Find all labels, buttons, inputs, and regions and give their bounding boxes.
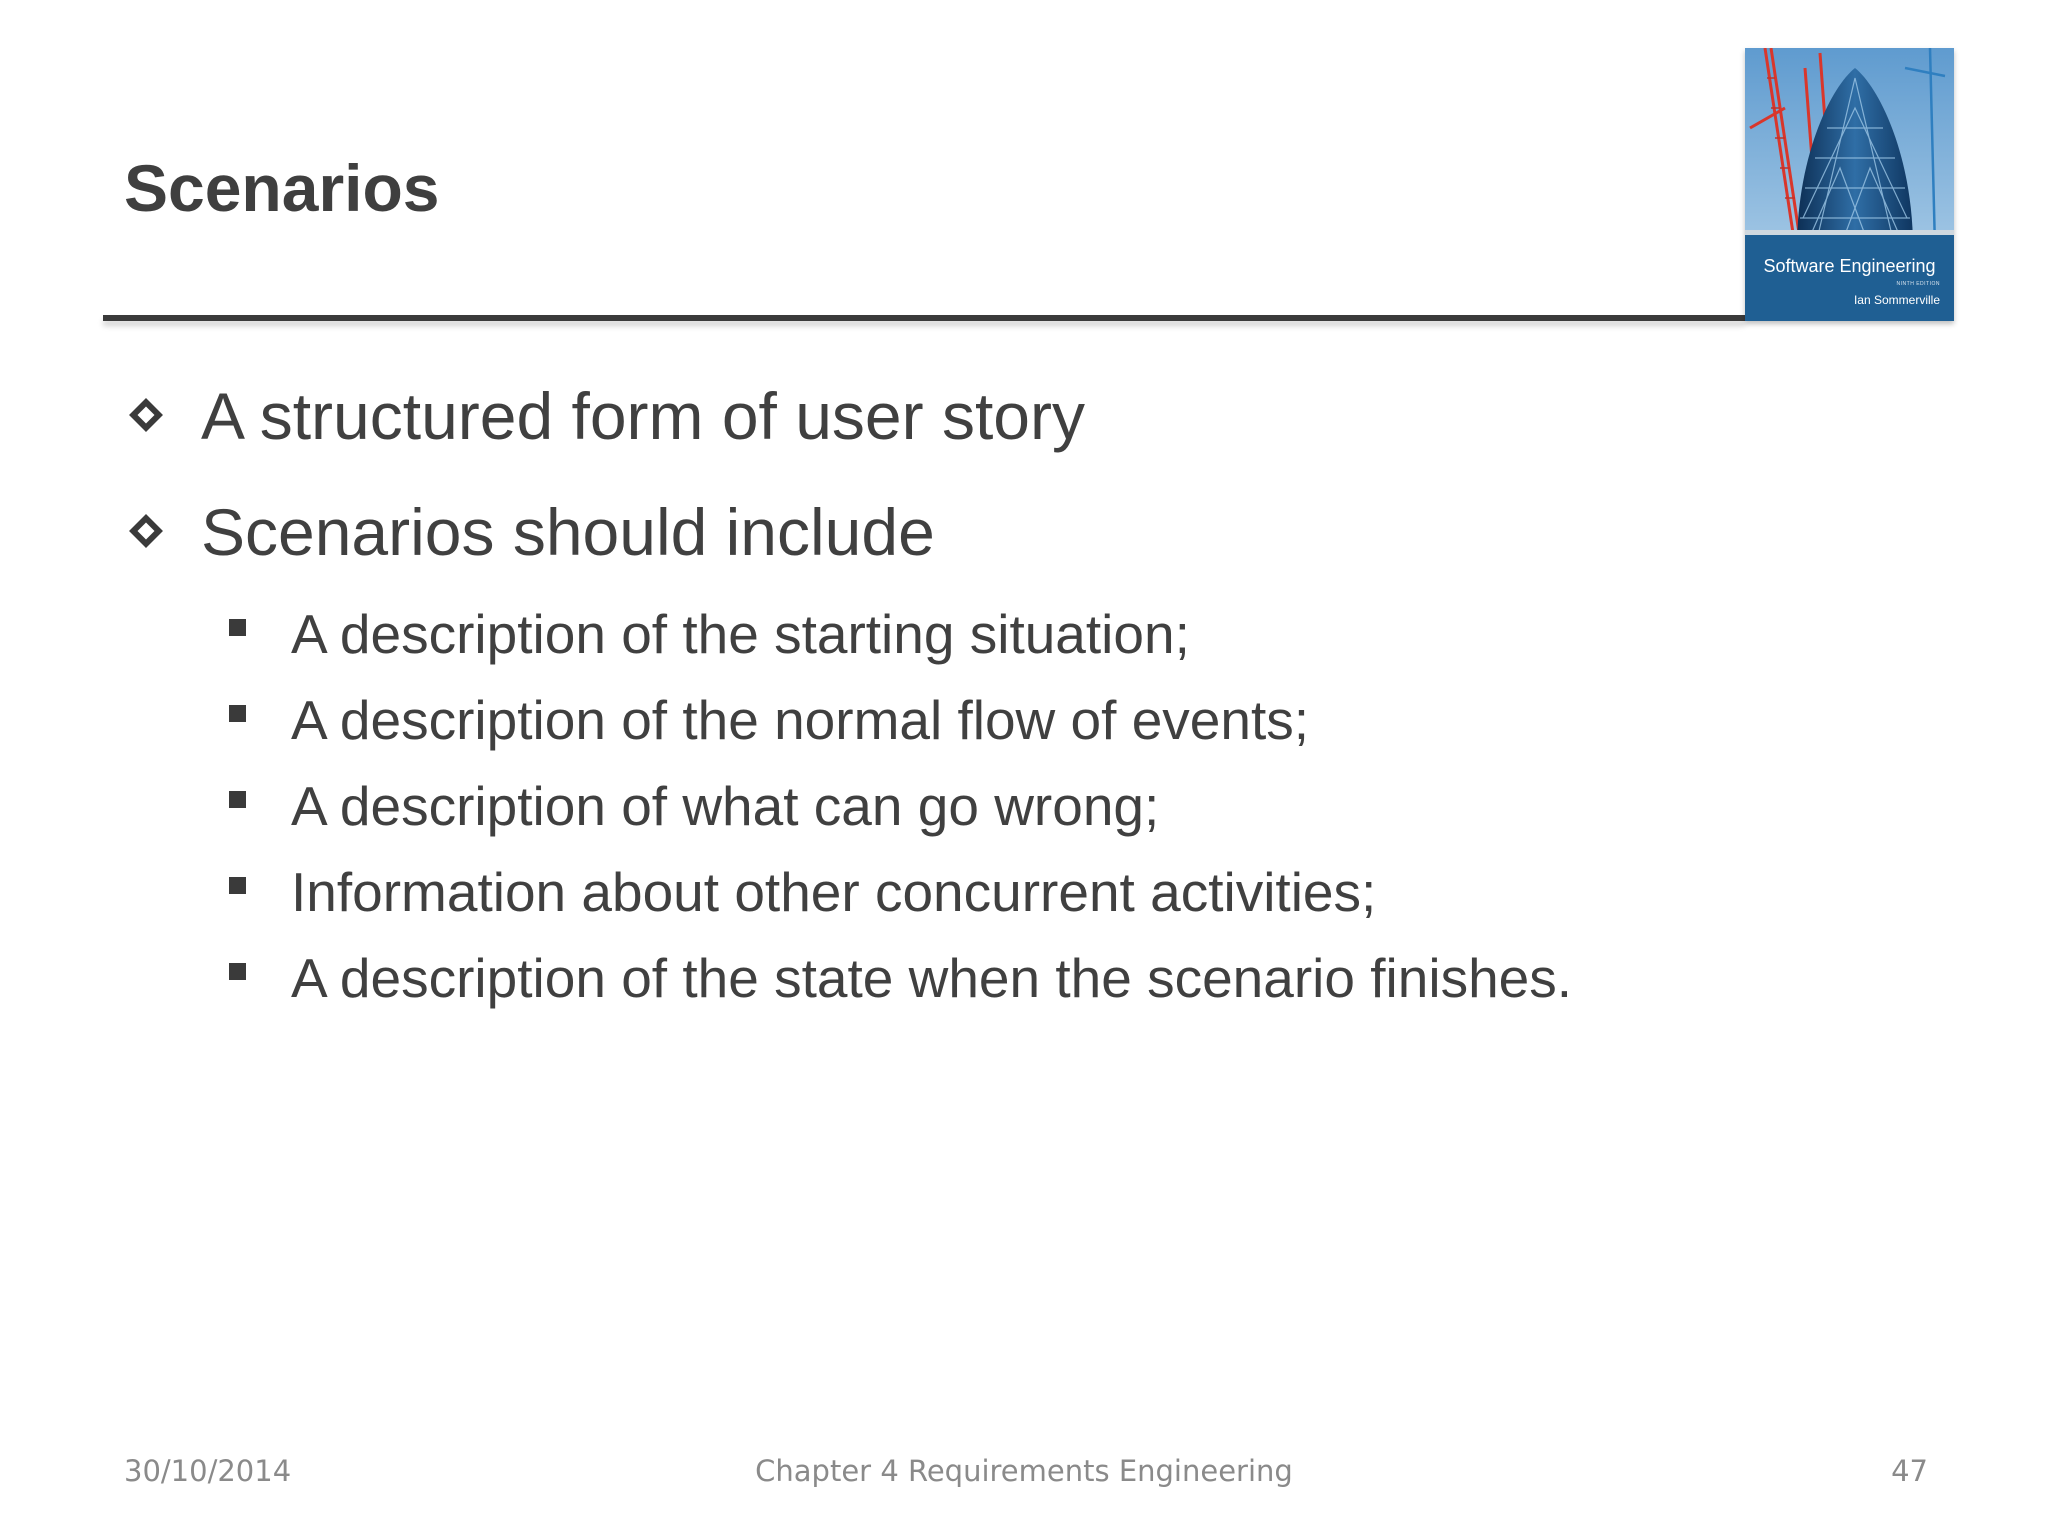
square-bullet-icon — [229, 705, 246, 722]
sub-bullet-text: A description of the state when the scenario finishes. — [291, 947, 1573, 1009]
sub-bullet-text: A description of what can go wrong; — [291, 775, 1160, 837]
book-cover — [1745, 48, 1954, 321]
footer-date: 30/10/2014 — [124, 1454, 292, 1488]
sub-bullet-text: Information about other concurrent activities; — [291, 861, 1377, 923]
square-bullet-icon — [229, 619, 246, 636]
diamond-bullet-icon — [129, 514, 163, 548]
diamond-bullet-icon — [129, 398, 163, 432]
cover-title: Software Engineering — [1763, 256, 1936, 276]
square-bullet-icon — [229, 791, 246, 808]
footer-page-number: 47 — [1891, 1454, 1928, 1488]
slide-title: Scenarios — [124, 151, 440, 225]
footer-chapter: Chapter 4 Requirements Engineering — [755, 1454, 1293, 1488]
bullet-text: A structured form of user story — [201, 379, 1085, 453]
square-bullet-icon — [229, 877, 246, 894]
square-bullet-icon — [229, 963, 246, 980]
cover-author: Ian Sommerville — [1853, 293, 1940, 307]
cover-edition: NINTH EDITION — [1896, 281, 1940, 287]
sub-bullet-text: A description of the normal flow of events; — [291, 689, 1310, 751]
sub-bullet-text: A description of the starting situation; — [291, 603, 1190, 665]
bullet-text: Scenarios should include — [201, 495, 935, 569]
title-divider — [103, 315, 1745, 321]
